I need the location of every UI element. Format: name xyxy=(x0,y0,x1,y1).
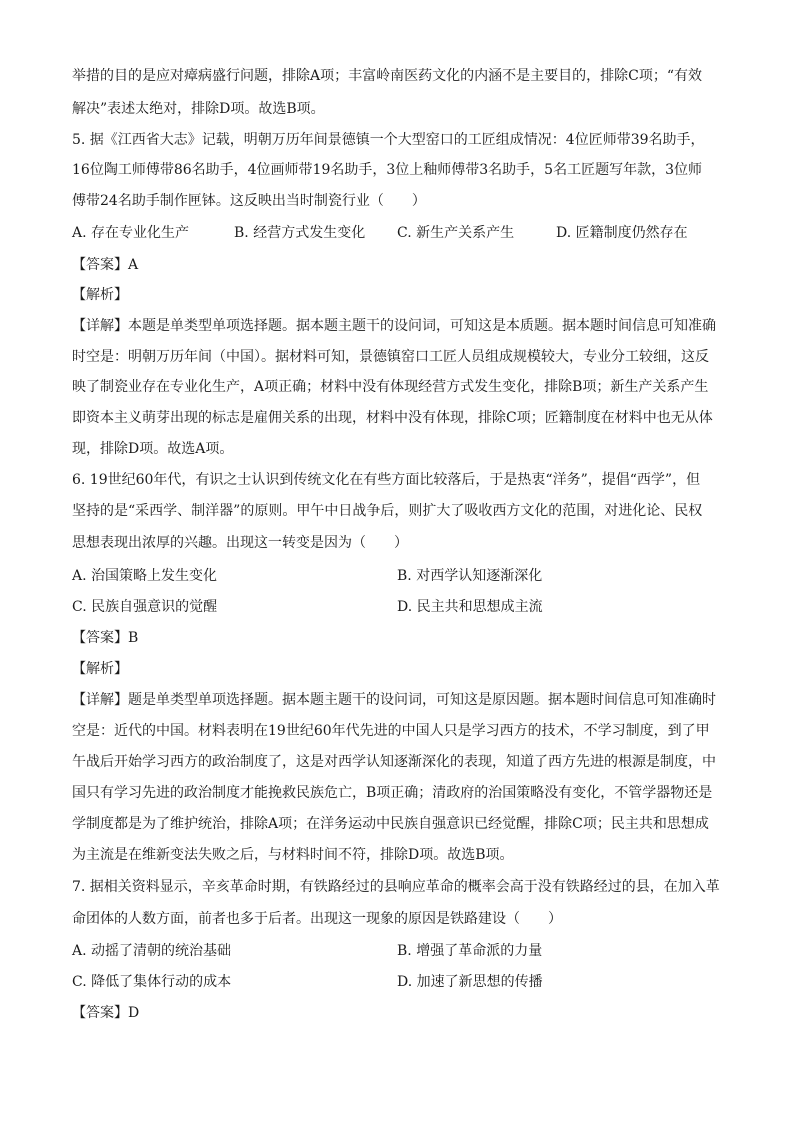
q7-option-b: B. 增强了革命派的力量 xyxy=(397,943,543,959)
q5-option-b: B. 经营方式发生变化 xyxy=(234,225,366,241)
q6-detail-line-1: 【详解】题是单类型单项选择题。据本题主题干的设问词，可知这是原因题。据本题时间信息可知准确时 xyxy=(72,692,716,708)
q5-stem-line-3: 傅带24名助手制作匣钵。这反映出当时制瓷行业（ ） xyxy=(72,193,426,209)
q6-option-d: D. 民主共和思想成主流 xyxy=(397,599,543,615)
q6-analysis-heading: 【解析】 xyxy=(72,661,128,677)
q6-detail-line-2: 空是：近代的中国。材料表明在19世纪60年代先进的中国人只是学习西方的技术，不学习制度，到了甲 xyxy=(72,723,710,739)
q5-detail-line-4: 即资本主义萌芽出现的标志是雇佣关系的出现，材料中没有体现，排除C项；匠籍制度在材料中也无从体 xyxy=(72,410,713,426)
prev-analysis-line-2: 解决”表述太绝对，排除D项。故选B项。 xyxy=(72,101,325,117)
q6-option-a: A. 治国策略上发生变化 xyxy=(72,568,218,584)
q6-stem-line-3: 思想表现出浓厚的兴趣。出现这一转变是因为（ ） xyxy=(72,535,408,551)
q7-option-c: C. 降低了集体行动的成本 xyxy=(72,974,232,990)
prev-analysis-line-1: 举措的目的是应对瘴病盛行问题，排除A项；丰富岭南医药文化的内涵不是主要目的，排除C项；“有效 xyxy=(72,68,702,84)
q5-answer: 【答案】A xyxy=(72,257,139,273)
q6-option-c: C. 民族自强意识的觉醒 xyxy=(72,599,218,615)
q6-detail-line-3: 午战后开始学习西方的政治制度了，这是对西学认知逐渐深化的表现，知道了西方先进的根源是制度，中 xyxy=(72,754,716,770)
q6-answer: 【答案】B xyxy=(72,630,139,646)
q6-detail-line-4: 国只有学习先进的政治制度才能挽救民族危亡，B项正确；清政府的治国策略没有变化，不管学器物还是 xyxy=(72,785,713,801)
q6-stem-line-2: 坚持的是“采西学、制洋器”的原则。甲午中日战争后，则扩大了吸收西方文化的范围，对进化论、民权 xyxy=(72,503,703,519)
q6-stem-line-1: 6. 19世纪60年代，有识之士认识到传统文化在有些方面比较落后，于是热衷“洋务”，提倡“西学”，但 xyxy=(72,472,701,488)
q6-option-b: B. 对西学认知逐渐深化 xyxy=(397,568,543,584)
q6-detail-line-6: 为主流是在维新变法失败之后，与材料时间不符，排除D项。故选B项。 xyxy=(72,847,514,863)
q6-detail-line-5: 学制度都是为了维护统治，排除A项；在洋务运动中民族自强意识已经觉醒，排除C项；民主共和思想成 xyxy=(72,816,709,832)
q7-option-d: D. 加速了新思想的传播 xyxy=(397,974,543,990)
q5-analysis-heading: 【解析】 xyxy=(72,287,128,303)
q5-option-a: A. 存在专业化生产 xyxy=(72,225,190,241)
q5-option-d: D. 匠籍制度仍然存在 xyxy=(556,225,688,241)
q5-stem-line-1: 5. 据《江西省大志》记载，明朝万历年间景德镇一个大型窑口的工匠组成情况：4位匠师带39名助手， xyxy=(72,132,705,148)
q5-stem-line-2: 16位陶工师傅带86名助手，4位画师带19名助手，3位上釉师傅带3名助手，5名工匠题写年款，3位师 xyxy=(72,162,702,178)
q7-answer: 【答案】D xyxy=(72,1005,140,1021)
q5-detail-line-2: 时空是：明朝万历年间（中国）。据材料可知，景德镇窑口工匠人员组成规模较大，专业分工较细，这反 xyxy=(72,349,709,365)
q7-option-a: A. 动摇了清朝的统治基础 xyxy=(72,943,232,959)
q5-option-c: C. 新生产关系产生 xyxy=(397,225,515,241)
q5-detail-line-5: 现，排除D项。故选A项。 xyxy=(72,441,234,457)
q5-detail-line-1: 【详解】本题是单类型单项选择题。据本题主题干的设问词，可知这是本质题。据本题时间信息可知准确 xyxy=(72,318,716,334)
q5-detail-line-3: 映了制瓷业存在专业化生产，A项正确；材料中没有体现经营方式发生变化，排除B项；新生产关系产生 xyxy=(72,379,709,395)
q7-stem-line-1: 7. 据相关资料显示，辛亥革命时期，有铁路经过的县响应革命的概率会高于没有铁路经过的县，在加入革 xyxy=(72,879,720,895)
q7-stem-line-2: 命团体的人数方面，前者也多于后者。出现这一现象的原因是铁路建设（ ） xyxy=(72,911,562,927)
